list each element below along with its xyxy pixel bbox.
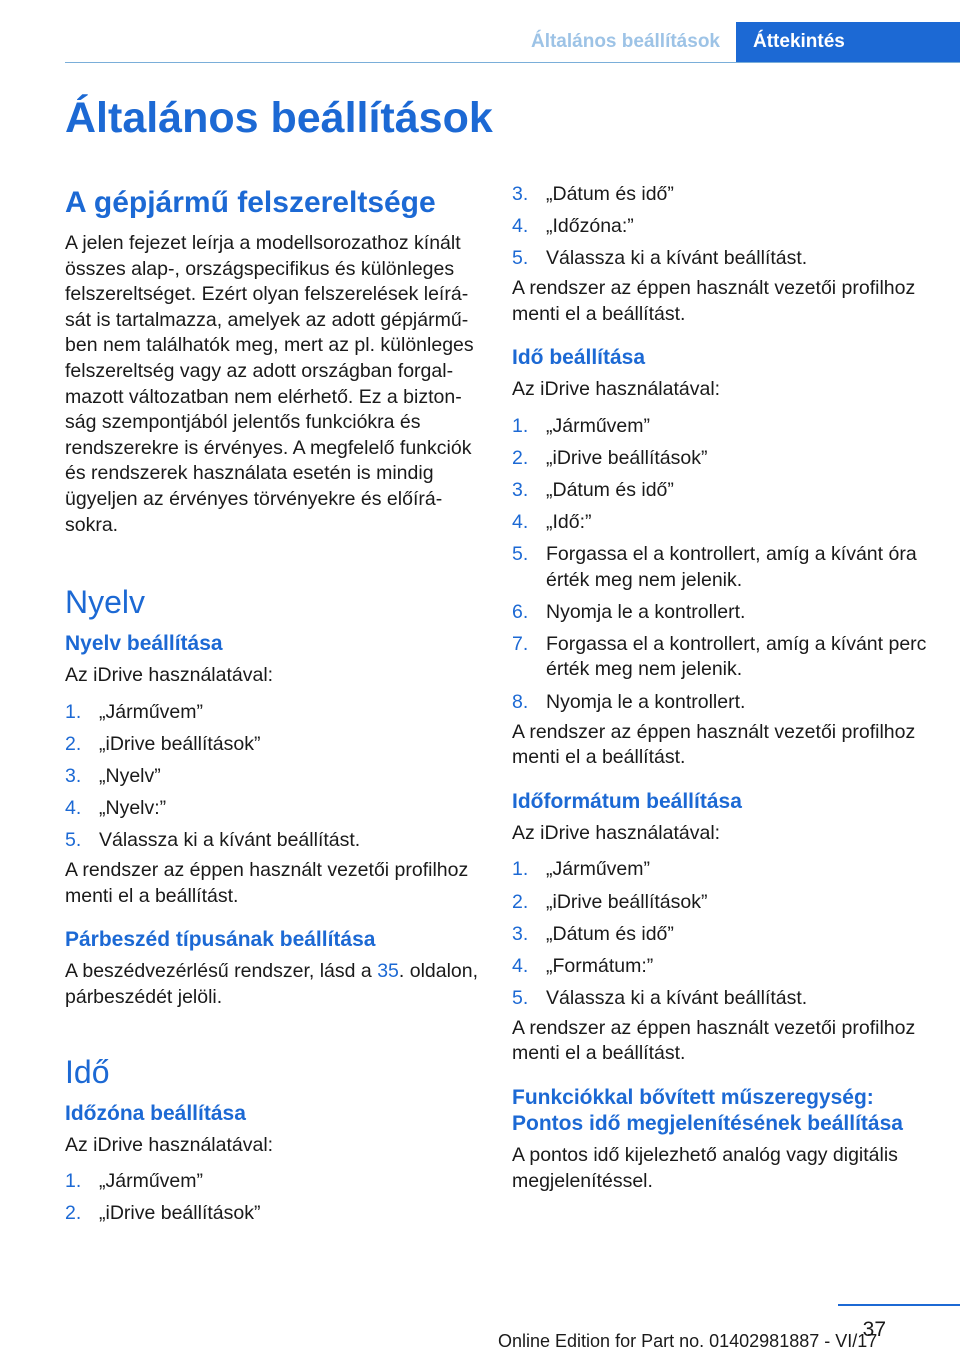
dialog-type-text-post: . oldalon, párbeszédét jelöli. — [65, 960, 479, 1008]
time-format-intro: Az iDrive használatával: — [512, 821, 721, 844]
step-text: „Időzóna:” — [546, 215, 634, 238]
step-number: 4. — [512, 954, 529, 977]
step-number: 4. — [512, 215, 529, 238]
step-number: 3. — [512, 183, 529, 205]
step-number: 6. — [512, 600, 529, 623]
time-format-heading: Időformátum beállítása — [512, 789, 742, 813]
step-number: 1. — [65, 1170, 82, 1193]
step-text: „iDrive beállítások” — [99, 732, 261, 755]
header-tab-label: Áttekintés — [753, 31, 845, 52]
step-number: 3. — [512, 922, 529, 945]
list-item — [65, 700, 481, 725]
step-number: 4. — [512, 511, 529, 534]
time-set-steps — [512, 414, 932, 715]
dialog-type-body — [65, 959, 481, 1010]
step-text: „iDrive beállítások” — [546, 890, 708, 913]
language-steps — [65, 700, 481, 854]
step-number: 8. — [512, 690, 529, 713]
step-text: Forgassa el a kontrollert, amíg a kívánt perc érték meg nem jelenik. — [546, 633, 927, 681]
footer-divider — [838, 1304, 960, 1306]
list-item — [65, 796, 481, 821]
list-item — [65, 732, 481, 757]
timezone-heading: Időzóna beállítása — [65, 1101, 246, 1125]
timezone-steps-part2 — [512, 182, 932, 272]
step-number: 2. — [65, 1202, 82, 1225]
time-format-note: A rendszer az éppen használt vezetői profilhoz menti el a beállítást. — [512, 1016, 916, 1065]
header-divider — [65, 62, 960, 63]
step-text: „Formátum:” — [546, 954, 654, 977]
step-text: Forgassa el a kontrollert, amíg a kívánt óra érték meg nem jelenik. — [546, 543, 917, 591]
step-text: „Járművem” — [546, 858, 651, 881]
time-heading: Idő — [65, 1053, 110, 1090]
edition-footer: Online Edition for Part no. 01402981887 - VI/17 — [498, 1331, 878, 1351]
step-text: „iDrive beállítások” — [99, 1202, 261, 1225]
timezone-steps-part1 — [65, 1169, 481, 1227]
step-number: 1. — [512, 858, 529, 881]
step-text: Válassza ki a kívánt beállítást. — [99, 829, 361, 852]
list-item — [512, 214, 932, 239]
step-number: 1. — [65, 700, 82, 723]
header-section-title: Általános beállítások — [530, 31, 720, 52]
step-number: 5. — [512, 247, 529, 270]
list-item — [65, 828, 481, 853]
step-text: „Dátum és idő” — [546, 479, 674, 502]
list-item — [512, 542, 932, 593]
list-item — [512, 954, 932, 979]
time-set-intro: Az iDrive használatával: — [512, 378, 721, 401]
list-item — [65, 1201, 481, 1226]
step-text: „Nyelv:” — [99, 797, 167, 819]
step-text: „iDrive beállítások” — [546, 447, 708, 470]
step-number: 2. — [65, 732, 82, 755]
time-set-heading: Idő beállítása — [512, 346, 646, 370]
list-item — [512, 690, 932, 715]
step-text: „Dátum és idő” — [546, 922, 674, 945]
cluster-heading: Funkciókkal bővített műszeregység: Pontos idő megjelenítésének beállítása — [512, 1086, 903, 1136]
list-item — [512, 600, 932, 625]
step-number: 2. — [512, 447, 529, 470]
step-text: Válassza ki a kívánt beállítást. — [546, 986, 808, 1009]
step-text: Nyomja le a kontrollert. — [546, 690, 746, 713]
list-item — [512, 510, 932, 535]
list-item — [512, 182, 932, 207]
list-item — [512, 632, 932, 683]
step-number: 3. — [512, 479, 529, 502]
vehicle-equipment-body: A jelen fejezet leírja a modellsorozathoz kínált összes alap-, országspecifikus és különleges felszereltséget. Ezért olyan felszerelések leírását is tartalmazza, amelyek az adott gépjárműben nem találhatók meg, mert az pl. különleges felszereltség vagy az adott országban forgalmazott változatban nem elérhető. Ez a biztonság szempontjából jelentős funkciókra és rendszerekre is érvényes. A megfelelő funkciók és rendszerek használata esetén is mindig ügyeljen az érvényes törvényekre és előírásokra. — [65, 232, 474, 536]
language-intro: Az iDrive használatával: — [65, 664, 274, 687]
step-text: Válassza ki a kívánt beállítást. — [546, 247, 808, 270]
vehicle-equipment-heading: A gépjármű felszereltsége — [65, 186, 436, 219]
page-reference-link[interactable]: 35 — [377, 960, 399, 983]
list-item — [512, 857, 932, 882]
step-number: 5. — [512, 543, 529, 566]
dialog-type-text-pre: A beszédvezérlésű rendszer, lásd a — [65, 960, 378, 983]
step-text: „Járművem” — [99, 1170, 204, 1193]
timezone-note: A rendszer az éppen használt vezetői profilhoz menti el a beállítást. — [512, 277, 916, 325]
step-number: 2. — [512, 890, 529, 913]
list-item — [512, 446, 932, 471]
left-column — [65, 185, 481, 1233]
list-item — [512, 890, 932, 915]
cluster-body: A pontos idő kijelezhető analóg vagy digitális megjelenítéssel. — [512, 1144, 898, 1192]
step-number: 4. — [65, 797, 82, 819]
language-heading: Nyelv — [65, 584, 146, 621]
timezone-intro: Az iDrive használatával: — [65, 1133, 274, 1156]
list-item — [65, 1169, 481, 1194]
step-number: 7. — [512, 633, 529, 656]
language-note: A rendszer az éppen használt vezetői profilhoz menti el a beállítást. — [65, 859, 469, 907]
page-number: 37 — [862, 1318, 886, 1341]
step-number: 5. — [65, 829, 82, 852]
right-column — [512, 182, 932, 1194]
time-format-steps — [512, 857, 932, 1011]
time-set-note: A rendszer az éppen használt vezetői profilhoz menti el a beállítást. — [512, 720, 916, 769]
list-item — [512, 922, 932, 947]
list-item — [512, 478, 932, 503]
list-item — [512, 986, 932, 1011]
list-item — [65, 764, 481, 789]
dialog-type-heading: Párbeszéd típusának beállítása — [65, 928, 376, 952]
list-item — [512, 414, 932, 439]
page-title: Általános beállítások — [65, 94, 493, 142]
step-number: 5. — [512, 986, 529, 1009]
header-tab-overview — [736, 22, 960, 62]
step-text: „Nyelv” — [99, 764, 161, 787]
step-text: Nyomja le a kontrollert. — [546, 600, 746, 623]
step-number: 1. — [512, 415, 529, 438]
list-item — [512, 246, 932, 271]
language-set-heading: Nyelv beállítása — [65, 632, 223, 656]
step-text: „Járművem” — [546, 415, 651, 438]
step-text: „Dátum és idő” — [546, 183, 674, 205]
step-number: 3. — [65, 764, 82, 787]
step-text: „Járművem” — [99, 700, 204, 723]
step-text: „Idő:” — [546, 511, 592, 534]
